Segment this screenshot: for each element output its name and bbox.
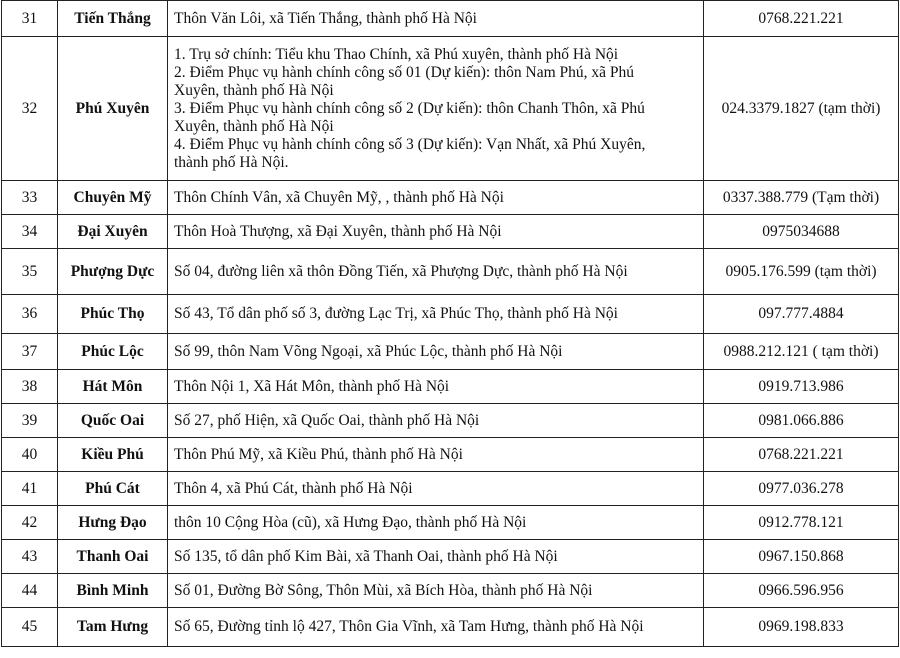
row-number: 39 (2, 404, 58, 438)
address-cell (168, 249, 704, 295)
table-row (2, 334, 899, 370)
row-number: 32 (2, 37, 58, 181)
address-cell (168, 472, 704, 506)
phone-number: 0966.596.956 (704, 574, 899, 608)
row-number: 45 (2, 608, 58, 647)
commune-name: Hát Môn (58, 370, 168, 404)
address-cell (168, 295, 704, 334)
address-line: Thôn Phú Mỹ, xã Kiều Phú, thành phố Hà Nội (174, 445, 463, 463)
phone-number: 0919.713.986 (704, 370, 899, 404)
row-number: 42 (2, 506, 58, 540)
commune-name: Bình Minh (58, 574, 168, 608)
commune-name: Phú Xuyên (58, 37, 168, 181)
table-row (2, 181, 899, 215)
commune-name: Quốc Oai (58, 404, 168, 438)
address-line: Thôn Hoà Thượng, xã Đại Xuyên, thành phố Hà Nội (174, 222, 502, 240)
address-cell (168, 37, 704, 181)
row-number: 34 (2, 215, 58, 249)
commune-name: Hưng Đạo (58, 506, 168, 540)
phone-number: 0975034688 (704, 215, 899, 249)
address-cell (168, 574, 704, 608)
commune-name: Kiều Phú (58, 438, 168, 472)
address-line: thôn 10 Cộng Hòa (cũ), xã Hưng Đạo, thành phố Hà Nội (174, 513, 527, 531)
table-row (2, 574, 899, 608)
address-cell (168, 608, 704, 647)
phone-number: 0768.221.221 (704, 1, 899, 37)
address-cell (168, 370, 704, 404)
row-number: 40 (2, 438, 58, 472)
table-row (2, 37, 899, 181)
address-line: Số 135, tổ dân phố Kim Bài, xã Thanh Oai, thành phố Hà Nội (174, 547, 558, 565)
row-number: 41 (2, 472, 58, 506)
address-cell (168, 506, 704, 540)
commune-name: Thanh Oai (58, 540, 168, 574)
commune-name: Tiến Thắng (58, 1, 168, 37)
phone-number: 024.3379.1827 (tạm thời) (704, 37, 899, 181)
address-line: 3. Điểm Phục vụ hành chính công số 2 (Dự kiến): thôn Chanh Thôn, xã Phú (174, 99, 645, 117)
row-number: 43 (2, 540, 58, 574)
office-table (1, 0, 899, 647)
address-line: Số 01, Đường Bờ Sông, Thôn Mùi, xã Bích Hòa, thành phố Hà Nội (174, 581, 593, 599)
phone-number: 0768.221.221 (704, 438, 899, 472)
row-number: 33 (2, 181, 58, 215)
phone-number: 0905.176.599 (tạm thời) (704, 249, 899, 295)
address-line: Số 04, đường liên xã thôn Đồng Tiến, xã Phượng Dực, thành phố Hà Nội (174, 262, 628, 280)
commune-name: Phúc Thọ (58, 295, 168, 334)
address-line: Số 43, Tổ dân phố số 3, đường Lạc Trị, xã Phúc Thọ, thành phố Hà Nội (174, 305, 618, 322)
address-line: Thôn Chính Vân, xã Chuyên Mỹ, , thành phố Hà Nội (174, 188, 504, 206)
row-number: 36 (2, 295, 58, 334)
address-cell (168, 334, 704, 370)
phone-number: 0969.198.833 (704, 608, 899, 647)
table-body (2, 1, 899, 647)
commune-name: Phú Cát (58, 472, 168, 506)
row-number: 38 (2, 370, 58, 404)
address-line: Thôn Nội 1, Xã Hát Môn, thành phố Hà Nội (174, 377, 450, 395)
phone-number: 0337.388.779 (Tạm thời) (704, 181, 899, 215)
address-line: Xuyên, thành phố Hà Nội (174, 81, 334, 99)
address-line: Thôn Văn Lôi, xã Tiến Thắng, thành phố Hà Nội (174, 9, 477, 27)
table-row (2, 249, 899, 295)
phone-number: 0977.036.278 (704, 472, 899, 506)
address-cell (168, 1, 704, 37)
address-cell (168, 215, 704, 249)
address-line: Thôn 4, xã Phú Cát, thành phố Hà Nội (174, 479, 413, 497)
address-line: thành phố Hà Nội. (174, 153, 289, 171)
address-cell (168, 438, 704, 472)
table-row (2, 370, 899, 404)
table-row (2, 540, 899, 574)
address-line: 1. Trụ sở chính: Tiểu khu Thao Chính, xã Phú xuyên, thành phố Hà Nội (174, 45, 619, 63)
table-row (2, 295, 899, 334)
row-number: 31 (2, 1, 58, 37)
table-row (2, 472, 899, 506)
commune-name: Phúc Lộc (58, 334, 168, 370)
phone-number: 097.777.4884 (704, 295, 899, 334)
phone-number: 0981.066.886 (704, 404, 899, 438)
address-line: Xuyên, thành phố Hà Nội (174, 117, 334, 135)
table-row (2, 404, 899, 438)
phone-number: 0967.150.868 (704, 540, 899, 574)
commune-name: Phượng Dực (58, 249, 168, 295)
address-line: 4. Điểm Phục vụ hành chính công số 3 (Dự kiến): Vạn Nhất, xã Phú Xuyên, (174, 135, 646, 153)
row-number: 37 (2, 334, 58, 370)
table-row (2, 608, 899, 647)
address-cell (168, 404, 704, 438)
address-line: Số 65, Đường tỉnh lộ 427, Thôn Gia Vĩnh, xã Tam Hưng, thành phố Hà Nội (174, 618, 644, 635)
table-row (2, 438, 899, 472)
table-row (2, 506, 899, 540)
address-cell (168, 540, 704, 574)
row-number: 44 (2, 574, 58, 608)
address-line: Số 99, thôn Nam Võng Ngoại, xã Phúc Lộc, thành phố Hà Nội (174, 342, 563, 360)
address-line: Số 27, phố Hiện, xã Quốc Oai, thành phố Hà Nội (174, 411, 480, 429)
phone-number: 0988.212.121 ( tạm thời) (704, 334, 899, 370)
table-row (2, 1, 899, 37)
commune-name: Chuyên Mỹ (58, 181, 168, 215)
address-line: 2. Điểm Phục vụ hành chính công số 01 (Dự kiến): thôn Nam Phú, xã Phú (174, 63, 635, 81)
address-cell (168, 181, 704, 215)
commune-name: Tam Hưng (58, 608, 168, 647)
commune-name: Đại Xuyên (58, 215, 168, 249)
phone-number: 0912.778.121 (704, 506, 899, 540)
table-row (2, 215, 899, 249)
row-number: 35 (2, 249, 58, 295)
